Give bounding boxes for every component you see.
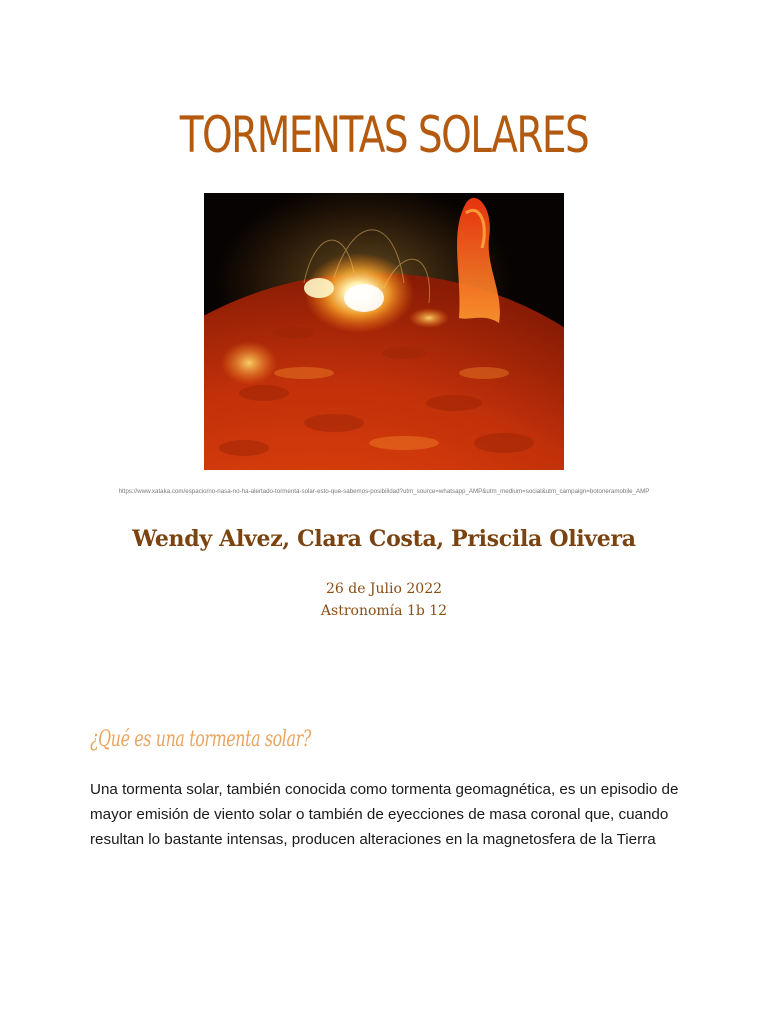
document-title: TORMENTAS SOLARES <box>179 106 589 164</box>
solar-storm-image <box>204 193 564 470</box>
body-line: resultan lo bastante intensas, producen alteraciones en la magnetosfera de la Tierra <box>90 831 656 848</box>
section-body <box>90 777 690 852</box>
body-line: Una tormenta solar, también conocida como tormenta geomagnética, es un episodio de <box>90 781 679 798</box>
body-line: mayor emisión de viento solar o también de eyecciones de masa coronal que, cuando <box>90 806 669 823</box>
section-heading: ¿Qué es una tormenta solar? <box>90 727 311 752</box>
document-course: Astronomía 1b 12 <box>320 603 448 619</box>
document-date: 26 de Julio 2022 <box>325 581 443 597</box>
image-caption[interactable]: https://www.xataka.com/espacio/no-nasa-no-ha-alertado-tormenta-solar-esto-que-sabemos-posibilidad?utm_source=whatsapp_AMP&utm_medium=social&utm_campaign=botoneramobile_AMP <box>118 488 650 495</box>
authors: Wendy Alvez, Clara Costa, Priscila Olivera <box>132 526 636 552</box>
document-meta <box>0 578 768 622</box>
